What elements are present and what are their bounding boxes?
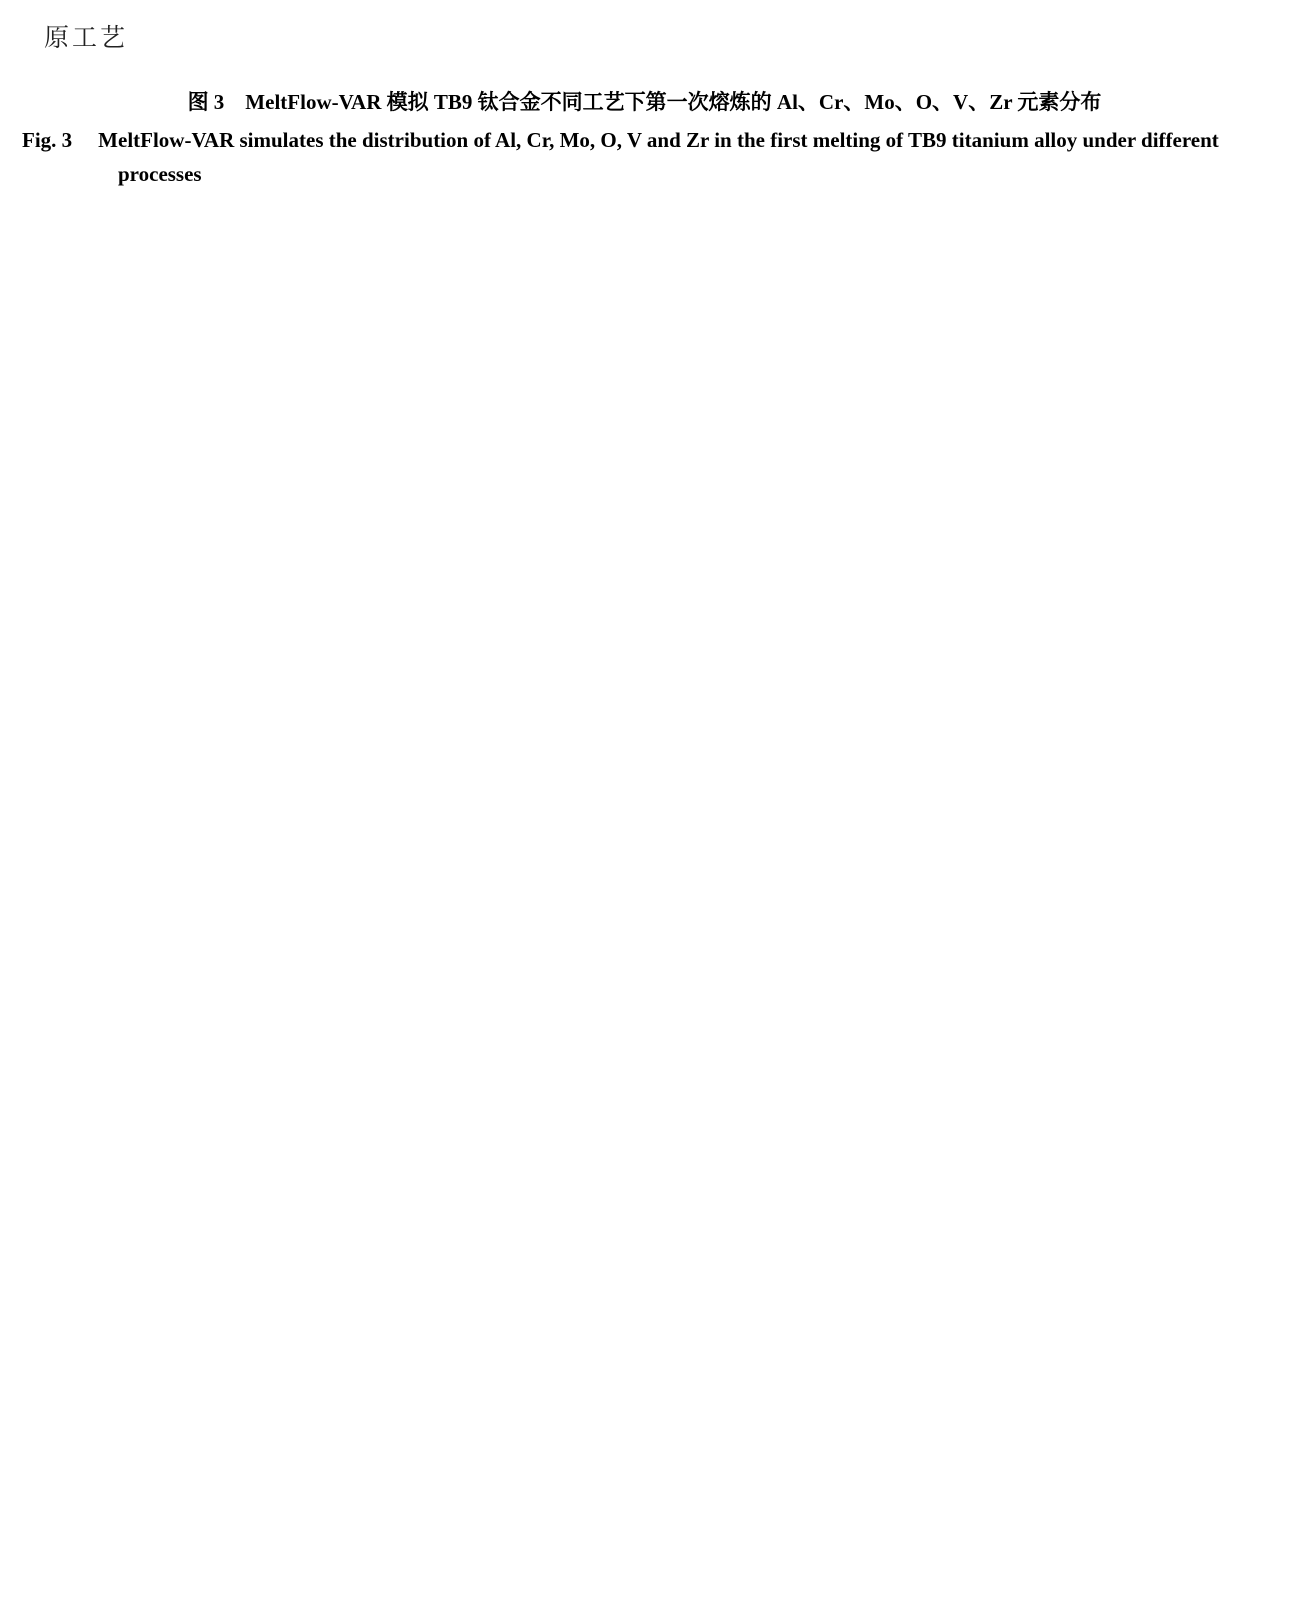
figure-caption-cn: 图 3 MeltFlow-VAR 模拟 TB9 钛合金不同工艺下第一次熔炼的 Al、Cr、Mo、O、V、Zr 元素分布 xyxy=(187,90,1102,114)
figure-caption-en-text: MeltFlow-VAR simulates the distribution of Al, Cr, Mo, O, V and Zr in the first melting of TB9 titanium alloy under different processes xyxy=(98,128,1219,186)
process-row xyxy=(0,18,1289,54)
figure-caption-en-label: Fig. 3 xyxy=(22,128,73,152)
figure-caption-en xyxy=(0,124,1289,191)
process-row-label: 原工艺 xyxy=(44,25,129,52)
figure-grid xyxy=(0,0,1289,54)
